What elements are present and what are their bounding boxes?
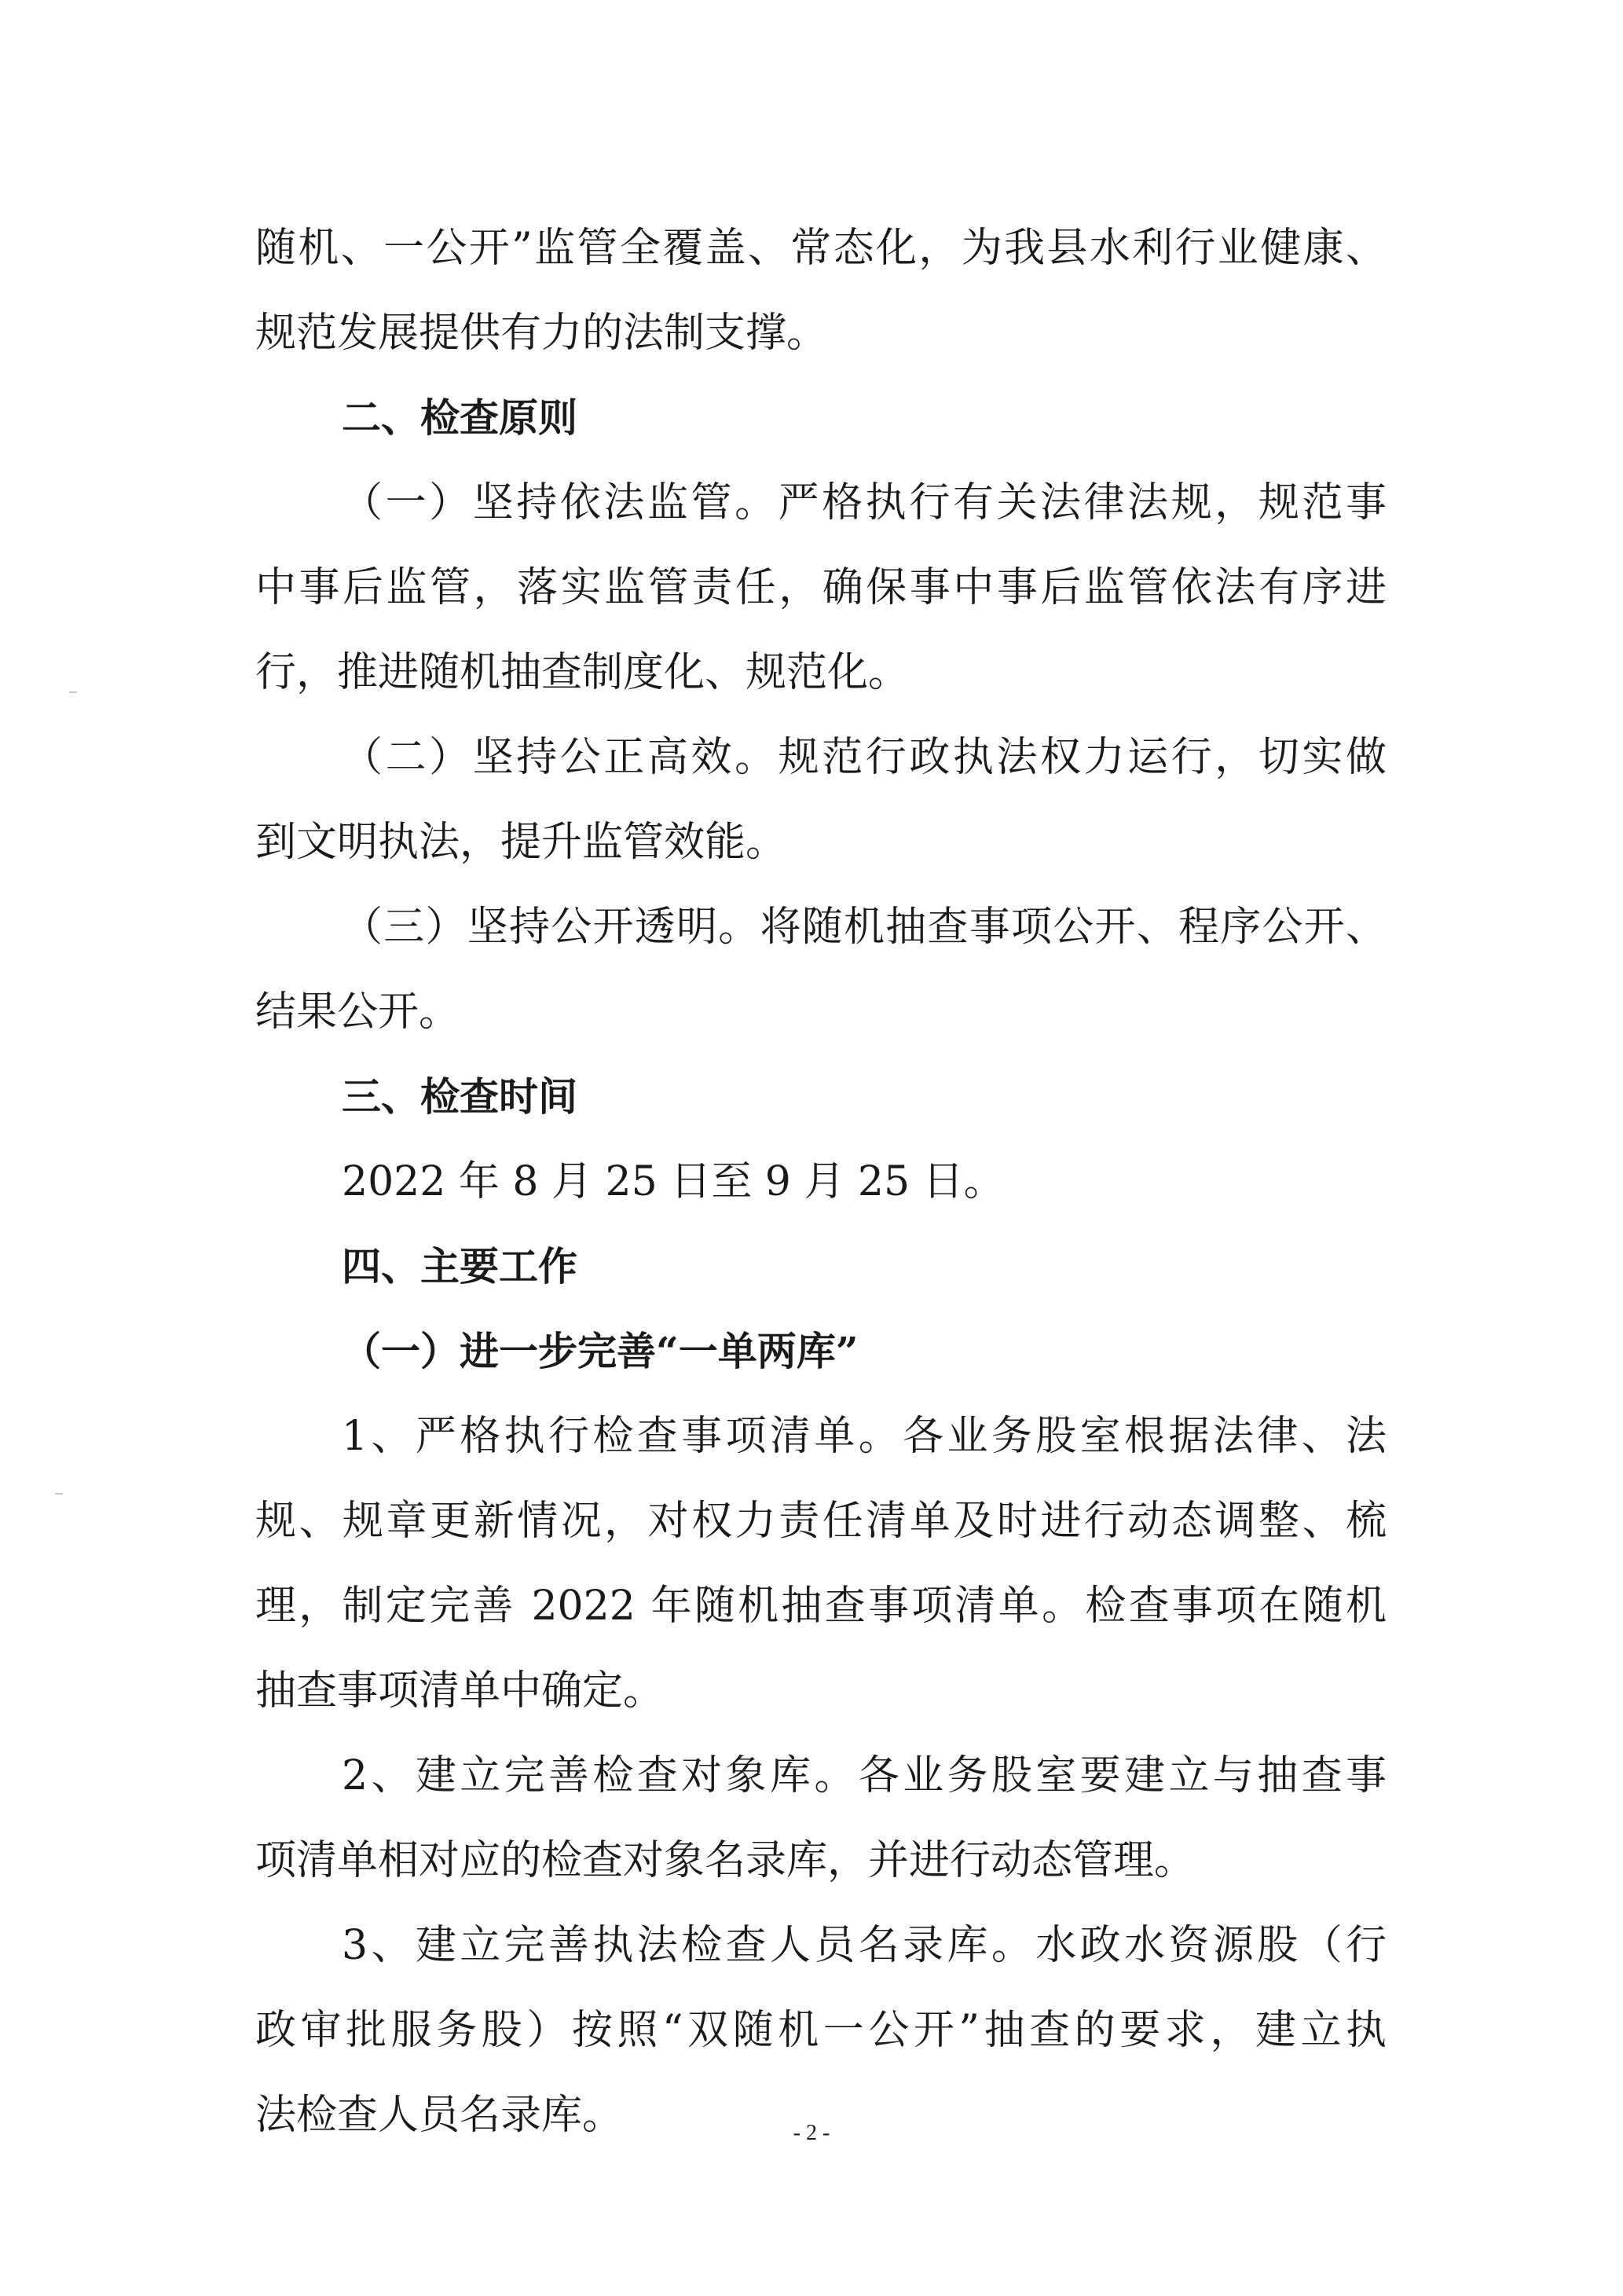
paragraph-line: 结果公开。 — [255, 988, 460, 1036]
page-number: - 2 - — [793, 2121, 830, 2145]
paragraph-line: （二）坚持公正高效。规范行政执法权力运行，切实做 — [342, 734, 1387, 781]
paragraph-line: 法检查人员名录库。 — [255, 2092, 624, 2139]
paragraph-line: 规范发展提供有力的法制支撑。 — [255, 310, 828, 357]
subsection-heading: （一）进一步完善“一单两库” — [342, 1328, 859, 1374]
paragraph-line: 理，制定完善 2022 年随机抽查事项清单。检查事项在随机 — [255, 1583, 1387, 1630]
paragraph-line: 3、建立完善执法检查人员名录库。水政水资源股（行 — [342, 1922, 1387, 1969]
paragraph-line: 行，推进随机抽查制度化、规范化。 — [255, 649, 910, 696]
paragraph-line: 项清单相对应的检查对象名录库，并进行动态管理。 — [255, 1837, 1196, 1884]
paragraph-line: 2、建立完善检查对象库。各业务股室要建立与抽查事 — [342, 1752, 1387, 1799]
scan-speck — [55, 1493, 63, 1495]
section-heading: 四、主要工作 — [342, 1244, 577, 1289]
paragraph-line: （三）坚持公开透明。将随机抽查事项公开、程序公开、 — [342, 904, 1387, 951]
paragraph-line: 规、规章更新情况，对权力责任清单及时进行动态调整、梳 — [255, 1498, 1387, 1545]
paragraph-line: 2022 年 8 月 25 日至 9 月 25 日。 — [342, 1158, 1005, 1205]
paragraph-line: 抽查事项清单中确定。 — [255, 1667, 665, 1715]
paragraph-line: 中事后监管，落实监管责任，确保事中事后监管依法有序进 — [255, 564, 1387, 611]
section-heading: 二、检查原则 — [342, 395, 577, 441]
paragraph-line: 随机、一公开”监管全覆盖、常态化，为我县水利行业健康、 — [255, 225, 1387, 272]
scan-speck — [69, 691, 77, 693]
paragraph-line: 到文明执法，提升监管效能。 — [255, 819, 787, 866]
paragraph-line: （一）坚持依法监管。严格执行有关法律法规，规范事 — [342, 479, 1387, 526]
paragraph-line: 1、严格执行检查事项清单。各业务股室根据法律、法 — [342, 1413, 1387, 1460]
section-heading: 三、检查时间 — [342, 1074, 577, 1120]
paragraph-line: 政审批服务股）按照“双随机一公开”抽查的要求，建立执 — [255, 2007, 1387, 2054]
